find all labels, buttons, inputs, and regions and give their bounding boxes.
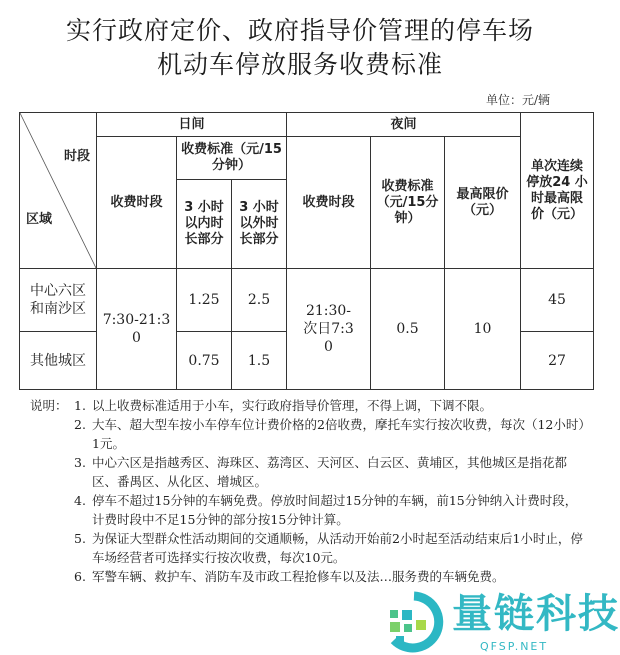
beyond-3h-cell: 1.5 (232, 332, 287, 390)
note-number: 1. (74, 398, 86, 413)
note-text: 军警车辆、救护车、消防车及市政工程抢修车以及法…服务费的车辆免费。 (92, 569, 505, 584)
night-cap-cell: 10 (445, 269, 521, 390)
fee-table (19, 112, 594, 390)
document-title-line1: 实行政府定价、政府指导价管理的停车场 (65, 16, 534, 45)
night-header: 夜间 (287, 113, 521, 137)
day-standard-header: 收费标准（元/15 分钟） (177, 137, 287, 180)
beyond-3h-cell: 2.5 (232, 269, 287, 332)
night-standard-header: 收费标准（元/15分钟） (371, 137, 445, 269)
beyond-3h-header: 3 小时以外时长部分 (232, 180, 287, 269)
max-24h-cell: 45 (521, 269, 594, 332)
corner-header-cell (20, 113, 97, 269)
watermark-url: QFSP.NET (480, 640, 549, 653)
note-item (30, 396, 585, 415)
max-24h-cell: 27 (521, 332, 594, 390)
watermark-logo-icon (384, 592, 450, 652)
note-number: 6. (74, 569, 86, 584)
night-period-header: 收费时段 (287, 137, 371, 269)
within-3h-header: 3 小时以内时长部分 (177, 180, 232, 269)
unit-label: 单位：元/辆 (485, 93, 550, 107)
night-time-cell: 21:30-次日7:30 (287, 269, 371, 390)
day-time-cell: 7:30-21:30 (97, 269, 177, 390)
note-item (30, 567, 585, 586)
day-period-header: 收费时段 (97, 137, 177, 269)
max-24h-header: 单次连续停放24 小时最高限价（元） (521, 113, 594, 269)
note-text: 大车、超大型车按小车停车位计费价格的2倍收费，摩托车实行按次收费，每次（12小时）1元。 (92, 417, 585, 451)
corner-period-label: 时段 (63, 149, 90, 164)
area-cell: 中心六区和南沙区 (20, 269, 97, 332)
note-item (30, 529, 585, 567)
note-text: 以上收费标准适用于小车，实行政府指导价管理，不得上调，下调不限。 (92, 398, 493, 413)
note-item (30, 453, 585, 491)
note-item (30, 415, 585, 453)
notes-label: 说明： (30, 398, 68, 413)
night-max-header: 最高限价（元） (445, 137, 521, 269)
watermark-brand: 量链科技 (452, 591, 620, 637)
document-title-line2: 机动车停放服务收费标准 (156, 50, 443, 79)
notes-section (30, 396, 585, 586)
note-number: 4. (74, 493, 86, 508)
note-item (30, 491, 585, 529)
note-number: 5. (74, 531, 86, 546)
note-text: 为保证大型群众性活动期间的交通顺畅，从活动开始前2小时起至活动结束后1小时止，停车场经营者可选择实行按次收费，每次10元。 (92, 531, 583, 565)
note-number: 3. (74, 455, 86, 470)
watermark (380, 591, 620, 655)
area-cell: 其他城区 (20, 332, 97, 390)
note-text: 中心六区是指越秀区、海珠区、荔湾区、天河区、白云区、黄埔区，其他城区是指花都区、番禺区、从化区、增城区。 (92, 455, 568, 489)
within-3h-cell: 1.25 (177, 269, 232, 332)
day-header: 日间 (97, 113, 287, 137)
note-number: 2. (74, 417, 86, 432)
within-3h-cell: 0.75 (177, 332, 232, 390)
note-text: 停车不超过15分钟的车辆免费。停放时间超过15分钟的车辆，前15分钟纳入计费时段，计费时段中不足15分钟的部分按15分钟计算。 (92, 493, 578, 527)
corner-area-label: 区域 (26, 212, 53, 227)
night-rate-cell: 0.5 (371, 269, 445, 390)
table-row (20, 269, 594, 332)
